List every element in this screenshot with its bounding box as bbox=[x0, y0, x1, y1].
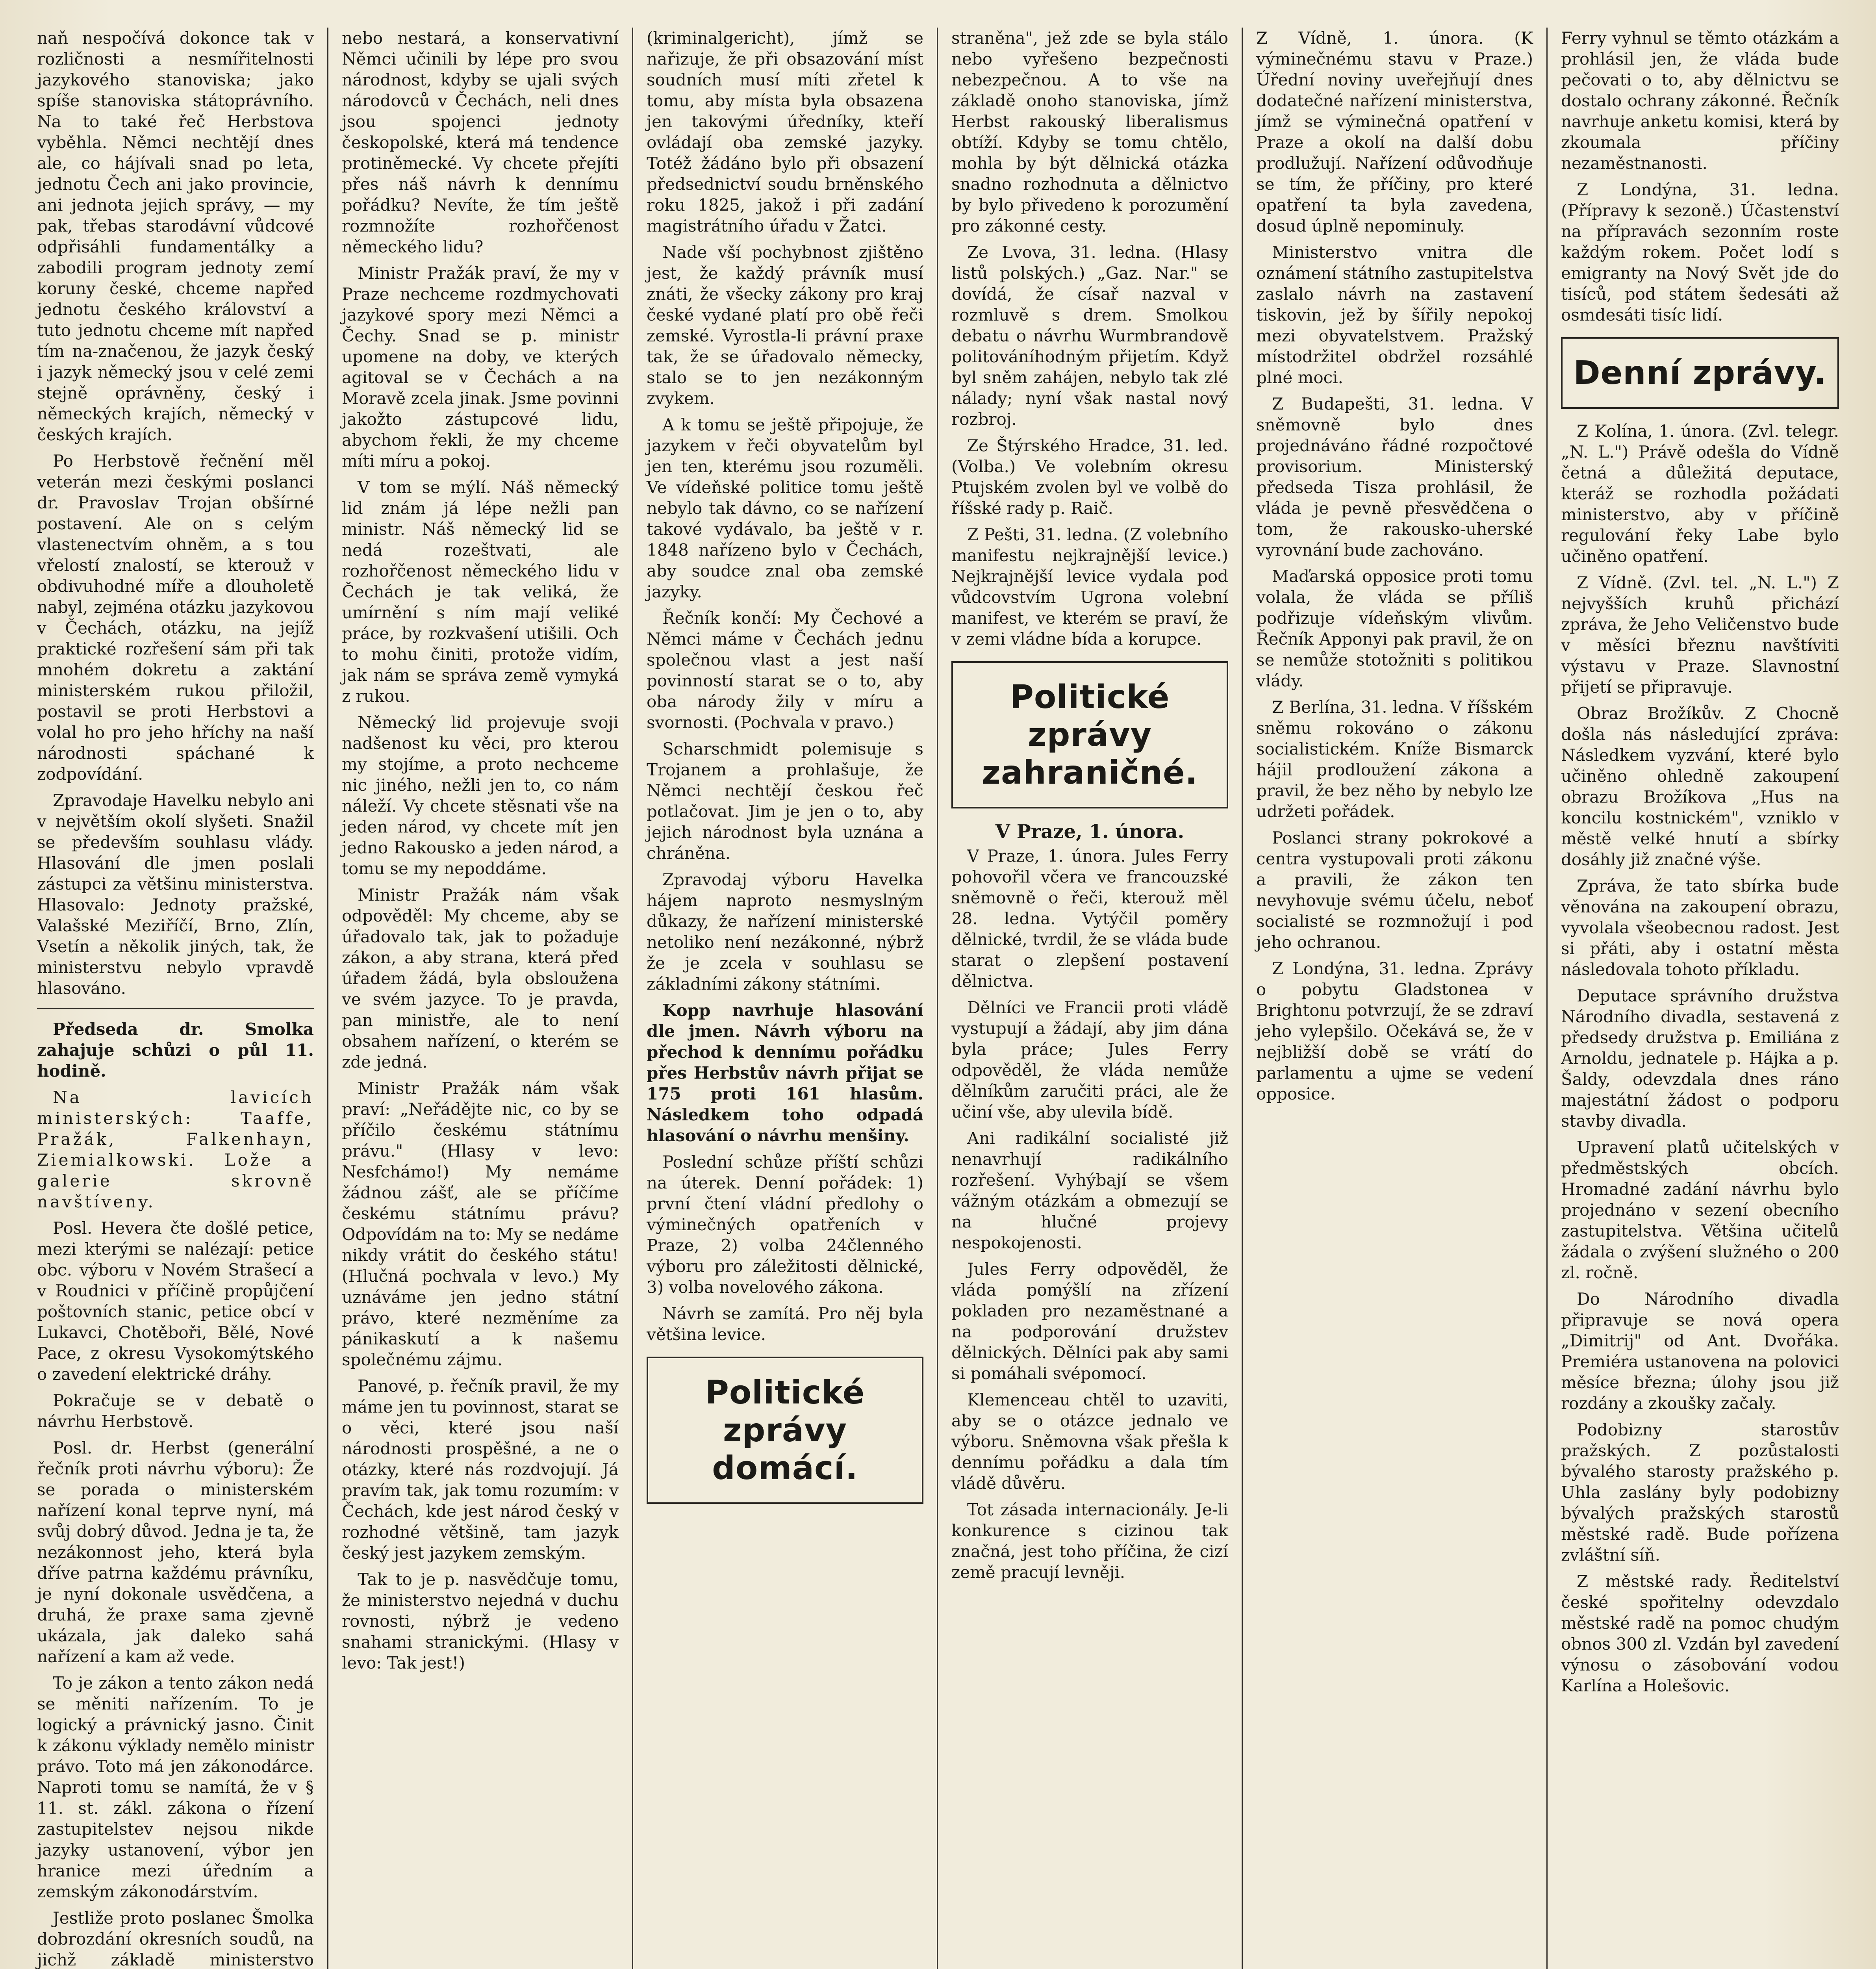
section-heading-domestic: Politické zprávy domácí. bbox=[705, 1374, 865, 1487]
paragraph: Z Londýna, 31. ledna. Zprávy o pobytu Gladstonea v Brightonu potvrzují, že se zdraví jeho vylepšilo. Očekává se, že v nejbližší době se vrátí do parlamentu a ujme se vedení opposice. bbox=[1256, 959, 1533, 1103]
section-heading-box bbox=[647, 1357, 923, 1504]
paragraph: Po Herbstově řečnění měl veterán mezi českými poslanci dr. Pravoslav Trojan obšírné postavení. Ale on s celým vlastenectvím ohněm, a s tou vřelostí znalostí, se kterouž v obdivuhodné míře a dlouholetě nabyl, zejména otázku jazykovou v Čechách, otázku, na jejíž praktické rozřešení sám při tak mnohém dokretu a zaktání ministerském rukou přiložil, postavil se proti Herbstovi a volal ho pro jeho hříchy na naší národnosti spáchané k zodpovídání. bbox=[37, 451, 314, 784]
paragraph: Maďarská opposice proti tomu volala, že vláda se příliš podřizuje vídeňským vlivům. Řečník Apponyi pak pravil, že on se nemůže stotožniti s politikou vlády. bbox=[1256, 567, 1533, 690]
paragraph: (kriminalgericht), jímž se nařizuje, že při obsazování míst soudních musí míti zřetel k tomu, aby místa byla obsazena jen takovými úředníky, kteří ovládají oba zemské jazyky. Totéž žádáno bylo při obsazení předsednictví soudu brněnského roku 1825, jakož i při zadání magistrátního úřadu v Žatci. bbox=[647, 28, 923, 235]
paragraph: Zpráva, že tato sbírka bude věnována na zakoupení obrazu, vyvolala všeobecnou radost. Jest si přáti, aby i ostatní města následovala tohoto příkladu. bbox=[1561, 876, 1839, 979]
paragraph: Posl. Hevera čte došlé petice, mezi kterými se nalézají: petice obc. výboru v Novém Strašecí a v Roudnici v příčině propůjčení poštovních stanic, petice obcí v Lukavci, Chotěboři, Bělé, Nové Pace, z okresu Vysokomýtského o zavedení elektrické dráhy. bbox=[37, 1218, 314, 1384]
paragraph: Upravení platů učitelských v předměstských obcích. Hromadné zadání návrhu bylo projednáno v sezení obecního zastupitelstva. Většina učitelů žádala o zvýšení služného o 200 zl. ročně. bbox=[1561, 1138, 1839, 1282]
paragraph: Ministr Pražák nám však praví: „Neřádějte nic, co by se příčilo českému státnímu právu." (Hlasy v levo: Nesfchámo!) My nemáme žádnou zášť, ale se příčíme českému státnímu právu? Odpovídám na to: My se nedáme nikdy vrátit do českého státu! (Hlučná pochvala v levo.) My uznáváme jen jedno státní právo, které nezměníme za pánikaskutí a k našemu společnému zájmu. bbox=[342, 1079, 619, 1369]
columns bbox=[24, 28, 1852, 1969]
paragraph: Deputace správního družstva Národního divadla, sestavená z předsedy družstva p. Emiliána z Arnoldu, jednatele p. Hájka a p. Šaldy, odevzdala dnes ráno majestátní žádost o podporu stavby divadla. bbox=[1561, 986, 1839, 1131]
paragraph: Dělníci ve Francii proti vládě vystupují a žádají, aby jim dána byla práce; Jules Ferry odpověděl, že vláda nemůže dělníkům zaručiti práci, ale že učiní vše, aby ulevila bídě. bbox=[951, 998, 1228, 1122]
paragraph: Ministerstvo vnitra dle oznámení státního zastupitelstva zaslalo návrh na zastavení tiskovin, jež by šířily nepokoj mezi obyvatelstvem. Pražský místodržitel obdržel rozsáhlé plné moci. bbox=[1256, 243, 1533, 387]
paragraph: Ministr Pražák nám však odpověděl: My chceme, aby se úřadovalo tak, jak to požaduje zákon, a aby strana, která před úřadem žádá, byla obsloužena ve svém jazyce. To je pravda, pan ministře, ale to není obsahem nařízení, o kterém se zde jedná. bbox=[342, 885, 619, 1072]
paragraph: Kopp navrhuje hlasování dle jmen. Návrh výboru na přechod k dennímu pořádku přes Herbstův návrh přijat se 175 proti 161 hlasům. Následkem toho odpadá hlasování o návrhu menšiny. bbox=[647, 1001, 923, 1145]
paragraph: Jestliže proto poslanec Šmolka dobrozdání okresních soudů, na jichž základě ministerstvo bbox=[37, 1908, 314, 1969]
section-heading-foreign: Politické zprávy zahraničné. bbox=[982, 679, 1198, 792]
paragraph: Ministr Pražák praví, že my v Praze nechceme rozdmychovati jazykové spory mezi Němci a Čechy. Snad se p. ministr upomene na doby, ve kterých agitoval se v Čechách a na Moravě zcela jinak. Jsme povinni jakožto zástupcové lidu, abychom řekli, že my chceme míti míru a pokoj. bbox=[342, 263, 619, 471]
paragraph: Zpravodaj výboru Havelka hájem naproto nesmyslným důkazy, že nařízení ministerské netoliko není nezákonné, nýbrž že je zcela v souhlasu se základními zákony státními. bbox=[647, 870, 923, 994]
paragraph: Scharschmidt polemisuje s Trojanem a prohlašuje, že Němci nechtějí českou řeč potlačovat. Jim je jen o to, aby jejich národnost byla uznána a chráněna. bbox=[647, 739, 923, 863]
paragraph: Předseda dr. Smolka zahajuje schůzi o půl 11. hodině. bbox=[37, 1020, 314, 1081]
divider bbox=[37, 1008, 314, 1009]
paragraph: Z Londýna, 31. ledna. (Přípravy k sezoně.) Účastenství na přípravách sezonním roste každým rokem. Počet lodí s emigranty na Nový Svět jde do tisíců, pod státem šedesáti až osmdesáti tisíc lidí. bbox=[1561, 180, 1839, 324]
column-4 bbox=[938, 28, 1243, 1969]
paragraph: Podobizny starostův pražských. Z pozůstalosti bývalého starosty pražského p. Uhla zaslány byly podobizny bývalých pražských starostů městské radě. Bude pořízena zvláštní síň. bbox=[1561, 1420, 1839, 1565]
paragraph: Z Vídně. (Zvl. tel. „N. L.") Z nejvyšších kruhů přichází zpráva, že Jeho Veličenstvo bude v měsíci březnu navštíviti výstavu v Praze. Slavnostní přijetí se připravuje. bbox=[1561, 573, 1839, 697]
paragraph: Řečník končí: My Čechové a Němci máme v Čechách jednu společnou vlast a jest naší povinností starat se o to, aby oba národy žily v míru a svornosti. (Pochvala v pravo.) bbox=[647, 608, 923, 732]
paragraph: Do Národního divadla připravuje se nová opera „Dimitrij" od Ant. Dvořáka. Premiéra ustanovena na polovici měsíce března; úlohy jsou již rozdány a zkoušky začaly. bbox=[1561, 1289, 1839, 1413]
paragraph: Poslanci strany pokrokové a centra vystupovali proti zákonu a pravili, že zákon ten nevyhovuje svému účelu, neboť socialisté se rozmnožují i pod jeho ochranou. bbox=[1256, 828, 1533, 952]
paragraph: straněna", jež zde se byla stálo nebo vyřešeno bezpečnosti nebezpečnou. A to vše na základě onoho stanoviska, jímž Herbst rakouský liberalismus obtíží. Kdyby se tomu chtělo, mohla by být dělnická otázka snadno rozhodnuta a dělnictvo by bylo přivedeno k porozumění pro zákonné cesty. bbox=[951, 28, 1228, 235]
paragraph: Jules Ferry odpověděl, že vláda pomýšlí na zřízení pokladen pro nezaměstnané a na podporování družstev dělnických. Dělníci pak aby sami si pomáhali svépomocí. bbox=[951, 1259, 1228, 1383]
paragraph: Ze Štýrského Hradce, 31. led. (Volba.) Ve volebním okresu Ptujském zvolen byl ve volbě do říšské rady p. Raič. bbox=[951, 436, 1228, 518]
paragraph: Nade vší pochybnost zjištěno jest, že každý právník musí znáti, že všecky zákony pro kraj české vydané platí pro obě řeči zemské. Vyrostla-li právní praxe tak, že se úřadovalo německy, stalo se to jen nezákonným zvykem. bbox=[647, 243, 923, 408]
paragraph: Panové, p. řečník pravil, že my máme jen tu povinnost, starat se o věci, které jsou naší národnosti prospěšné, a ne o otázky, které nás rozdvojují. Já pravím tak, jak tomu rozumím: v Čechách, kde jest národ český v rozhodné většině, tam jazyk český jest jazykem zemským. bbox=[342, 1376, 619, 1563]
column-1 bbox=[24, 28, 328, 1969]
paragraph: Ferry vyhnul se těmto otázkám a prohlásil jen, že vláda bude pečovati o to, aby dělnictvu se dostalo ochrany zákonné. Řečník navrhuje anketu komisi, která by zkoumala příčiny nezaměstnanosti. bbox=[1561, 28, 1839, 173]
column-3 bbox=[633, 28, 938, 1969]
paragraph: Ze Lvova, 31. ledna. (Hlasy listů polských.) „Gaz. Nar." se dovídá, že císař nazval v rozmluvě s drem. Smolkou debatu o návrhu Wurmbrandově politováníhodným přijetím. Když byl sněm zahájen, nebylo tak zlé nálady; nyní však nastal nový rozbroj. bbox=[951, 243, 1228, 429]
paragraph: Z Berlína, 31. ledna. V říšském sněmu rokováno o zákonu socialistickém. Kníže Bismarck hájil prodloužení zákona a pravil, že bez něho by nebylo lze udržeti pořádek. bbox=[1256, 697, 1533, 821]
paragraph: naň nespočívá dokonce tak v rozličnosti a nesmířitelnosti jazykového stanoviska; jako spíše stanoviska státoprávního. Na to také řeč Herbstova vyběhla. Němci nechtějí dnes ale, co hájívali snad po leta, jednotu Čech ani jako provincie, ani jednota jejich správy, — my pak, třebas starodávní vůdcové odpřisáhli fundamentálky a zabodili program jednoty zemí koruny české, chceme napřed jednotu českého království a tuto jednotu chceme mít napřed tím na-značenou, že jazyk český i jazyk německý jsou v celé zemi stejně oprávněny, český i německých krajích, německý v českých krajích. bbox=[37, 28, 314, 444]
paragraph: Německý lid projevuje svoji nadšenost ku věci, pro kterou my stojíme, a proto nechceme nic jiného, nežli jen to, co nám náleží. Vy chcete stěsnati vše na jeden národ, vy chcete mít jen jedno Rakousko a jeden národ, a tomu se my nepoddáme. bbox=[342, 713, 619, 878]
paragraph: A k tomu se ještě připojuje, že jazykem v řeči obyvatelům byl jen ten, kterému jsou rozuměli. Ve vídeňské politice tomu ještě nebylo tak dávno, co se nařízení takové vydávalo, ba ještě v r. 1848 nařízeno bylo v Čechách, aby soudce znal oba zemské jazyky. bbox=[647, 415, 923, 601]
paragraph: Tak to je p. nasvědčuje tomu, že ministerstvo nejedná v duchu rovnosti, nýbrž je vedeno snahami stranickými. (Hlasy v levo: Tak jest!) bbox=[342, 1570, 619, 1672]
paragraph: Z městské rady. Ředitelství české spořitelny odevzdalo městské radě na pomoc chudým obnos 300 zl. Vzdán byl zavedení výnosu o zásobování vodou Karlína a Holešovic. bbox=[1561, 1572, 1839, 1695]
paragraph: Z Budapešti, 31. ledna. V sněmovně bylo dnes projednáváno řádné rozpočtové provisorium. Ministerský předseda Tisza prohlásil, že vláda je pevně přesvědčena o tom, že rakousko-uherské vyrovnání bude zachováno. bbox=[1256, 394, 1533, 560]
paragraph: nebo nestará, a konservativní Němci učinili by lépe pro svou národnost, kdyby se ujali svých národovců v Čechách, neli dnes jsou spojenci jednoty českopolské, která má tendence protiněmecké. Vy chcete přejíti přes náš návrh k dennímu pořádku? Nevíte, že tím ještě rozmnožíte rozhořčenost německého lidu? bbox=[342, 28, 619, 256]
paragraph: To je zákon a tento zákon nedá se měniti nařízením. To je logický a právnický jasno. Činit k zákonu výklady nemělo ministr právo. Toto má jen zákonodárce. Naproti tomu se namítá, že v § 11. st. zákl. zákona o řízení zastupitelstev nejsou nikde jazyky ustanovení, výbor jen hranice mezi úředním a zemským zákonodárstvím. bbox=[37, 1673, 314, 1901]
paragraph: Z Kolína, 1. února. (Zvl. telegr. „N. L.") Právě odešla do Vídně četná a důležitá deputace, kteráž se rozhodla požádati ministerstvo, aby v příčině regulování řeky Labe bylo učiněno opatření. bbox=[1561, 421, 1839, 566]
paragraph: Tot zásada internacionály. Je-li konkurence s cizinou tak značná, jest toho příčina, že cizí země pracují levněji. bbox=[951, 1500, 1228, 1582]
section-heading-box bbox=[951, 661, 1228, 808]
section-heading-daily-news: Denní zprávy. bbox=[1573, 354, 1827, 392]
column-2 bbox=[328, 28, 633, 1969]
section-heading-box bbox=[1561, 337, 1839, 409]
paragraph: Klemenceau chtěl to uzaviti, aby se o otázce jednalo ve výboru. Sněmovna však přešla k dennímu pořádku a dala tím vládě důvěru. bbox=[951, 1390, 1228, 1493]
paragraph: Ani radikální socialisté již nenavrhují radikálního rozřešení. Vyhýbají se všem vážným otázkám a obmezují se na hlučné projevy nespokojenosti. bbox=[951, 1129, 1228, 1252]
dateline: V Praze, 1. února. bbox=[995, 821, 1185, 843]
column-6 bbox=[1548, 28, 1852, 1969]
paragraph: Pokračuje se v debatě o návrhu Herbstově. bbox=[37, 1391, 314, 1431]
paragraph: Obraz Brožíkův. Z Chocně došla nás následující zpráva: Následkem vyzvání, které bylo učiněno ohledně zakoupení obrazu Brožíkova „Hus na koncilu kostnickém", vzniklo v městě velké hnutí a sbírky dosáhly již značné výše. bbox=[1561, 704, 1839, 869]
paragraph: Zpravodaje Havelku nebylo ani v největším okolí slyšeti. Snažil se především souhlasu vlády. Hlasování dle jmen poslali zástupci za většinu ministerstva. Hlasovalo: Jednoty pražské, Valašské Meziříčí, Brno, Zlín, Vsetín a několik jiných, tak, že ministerstvu nebylo vpravdě hlasováno. bbox=[37, 791, 314, 998]
paragraph: Posl. dr. Herbst (generální řečník proti návrhu výboru): Že se porada o ministerském nařízení konal teprve nyní, má svůj dobrý důvod. Jedna je ta, že nezákonnost jeho, která byla dříve patrna každému právníku, je nyní dokonale usvědčena, a druhá, že praxe sama zjevně ukázala, jak daleko sahá nařízení a kam až vede. bbox=[37, 1438, 314, 1666]
paragraph: Z Pešti, 31. ledna. (Z volebního manifestu nejkrajnější levice.) Nejkrajnější levice vydala pod vůdcovstvím Ugrona volební manifest, ve kterém se praví, že v zemi vládne bída a korupce. bbox=[951, 525, 1228, 649]
paragraph: Na lavicích ministerských: Taaffe, Pražák, Falkenhayn, Ziemialkowski. Lože a galerie skrovně navštíveny. bbox=[37, 1088, 314, 1211]
paragraph: V Praze, 1. února. Jules Ferry pohovořil včera ve francouzské sněmovně o řeči, kterouž měl 28. ledna. Vytýčil poměry dělnické, tvrdil, že se vláda bude starat o zlepšení postavení dělnictva. bbox=[951, 846, 1228, 991]
paragraph: Poslední schůze příští schůzi na úterek. Denní pořádek: 1) první čtení vládní předlohy o výminečných opatřeních v Praze, 2) volba 24členného výboru pro záležitosti dělnické, 3) volba novelového zákona. bbox=[647, 1152, 923, 1297]
column-5 bbox=[1243, 28, 1548, 1969]
paragraph: V tom se mýlí. Náš německý lid znám já lépe nežli pan ministr. Náš německý lid se nedá rozeštvati, ale rozhořčenost německého lidu v Čechách je tak veliká, že umírnění s ním mají veliké práce, by rozkvašení utišili. Och to mohu činiti, protože vidím, jak nám se správa země vymyká z rukou. bbox=[342, 478, 619, 706]
paragraph: Návrh se zamítá. Pro něj byla většina levice. bbox=[647, 1304, 923, 1344]
paragraph: Z Vídně, 1. února. (K výminečnému stavu v Praze.) Úřední noviny uveřejňují dnes dodatečné nařízení ministerstva, jímž se výminečná opatření v Praze a okolí na další dobu prodlužují. Nařízení odůvodňuje se tím, že příčiny, pro které opatření ta byla zavedena, dosud úplně nepominuly. bbox=[1256, 28, 1533, 235]
